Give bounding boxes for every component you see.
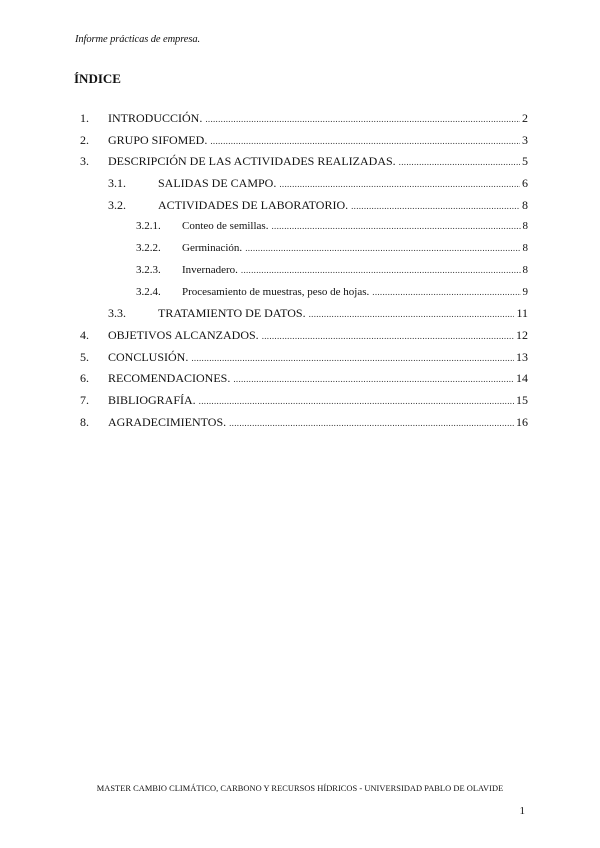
toc-entry-label: BIBLIOGRAFÍA.: [108, 392, 196, 407]
toc-entry-label: GRUPO SIFOMED.: [108, 132, 208, 147]
toc-entry-number: 3.2.3.: [136, 263, 161, 276]
toc-entry-number: 3.1.: [108, 176, 126, 191]
toc-entry[interactable]: [80, 306, 528, 328]
toc-entry-body: [182, 219, 528, 233]
toc-entry-page-number: 8: [522, 220, 528, 233]
page-title: ÍNDICE: [74, 71, 121, 86]
page-number: 1: [519, 805, 525, 817]
toc-entry-page-number: 8: [522, 242, 528, 255]
toc-entry-page-number: 11: [516, 306, 528, 321]
toc-entry-number: 5.: [80, 349, 89, 364]
toc-entry-number: 2.: [80, 132, 89, 147]
toc-dot-leader: [199, 394, 514, 408]
toc-dot-leader: [372, 285, 520, 299]
toc-entry-body: [158, 306, 528, 321]
toc-entry[interactable]: [80, 111, 528, 133]
toc-entry-page-number: 13: [516, 349, 528, 364]
toc-entry-label: DESCRIPCIÓN DE LAS ACTIVIDADES REALIZADAS.: [108, 154, 396, 169]
toc-dot-leader: [233, 372, 514, 386]
toc-dot-leader: [205, 112, 520, 126]
toc-entry-body: [108, 393, 528, 408]
toc-entry-page-number: 14: [516, 371, 528, 386]
table-of-contents: [80, 111, 528, 436]
page-header: Informe prácticas de empresa.: [75, 34, 201, 45]
toc-entry-page-number: 8: [522, 263, 528, 276]
toc-entry[interactable]: [80, 393, 528, 415]
toc-dot-leader: [191, 351, 514, 365]
toc-dot-leader: [309, 307, 515, 321]
toc-entry-page-number: 12: [516, 327, 528, 342]
toc-entry-body: [108, 415, 528, 430]
toc-entry-body: [182, 285, 528, 299]
toc-entry-label: RECOMENDACIONES.: [108, 371, 231, 386]
toc-entry-number: 3.2.: [108, 197, 126, 212]
toc-entry-page-number: 16: [516, 414, 528, 429]
toc-entry-page-number: 8: [522, 197, 528, 212]
toc-entry-label: Conteo de semillas.: [182, 220, 269, 233]
toc-entry-number: 4.: [80, 327, 89, 342]
toc-entry[interactable]: [80, 133, 528, 155]
toc-entry[interactable]: [80, 285, 528, 307]
toc-dot-leader: [351, 199, 520, 213]
toc-entry-body: [182, 263, 528, 277]
toc-entry-page-number: 9: [522, 285, 528, 298]
toc-entry-number: 7.: [80, 392, 89, 407]
toc-entry-body: [108, 350, 528, 365]
toc-entry-number: 8.: [80, 414, 89, 429]
toc-entry[interactable]: [80, 219, 528, 241]
toc-entry-label: Procesamiento de muestras, peso de hojas.: [182, 285, 370, 298]
toc-entry-label: OBJETIVOS ALCANZADOS.: [108, 327, 259, 342]
toc-entry-number: 1.: [80, 111, 89, 125]
toc-entry-body: [108, 154, 528, 169]
toc-dot-leader: [271, 219, 520, 233]
toc-entry[interactable]: [80, 241, 528, 263]
toc-entry-label: TRATAMIENTO DE DATOS.: [158, 306, 306, 321]
toc-entry-label: Invernadero.: [182, 263, 238, 276]
toc-dot-leader: [229, 416, 514, 430]
toc-entry[interactable]: [80, 263, 528, 285]
toc-entry[interactable]: [80, 415, 528, 437]
toc-entry-number: 3.: [80, 154, 89, 169]
toc-entry-number: 3.2.4.: [136, 285, 161, 298]
toc-entry-page-number: 3: [522, 132, 528, 147]
toc-entry-body: [158, 198, 528, 213]
toc-entry-label: SALIDAS DE CAMPO.: [158, 176, 277, 191]
toc-entry-label: Germinación.: [182, 242, 243, 255]
toc-entry-body: [108, 133, 528, 148]
toc-entry-number: 6.: [80, 371, 89, 386]
toc-entry-body: [108, 371, 528, 386]
toc-entry-body: [182, 241, 528, 255]
toc-entry-page-number: 6: [522, 176, 528, 191]
toc-entry[interactable]: [80, 154, 528, 176]
toc-entry[interactable]: [80, 176, 528, 198]
toc-entry-label: ACTIVIDADES DE LABORATORIO.: [158, 197, 349, 212]
toc-dot-leader: [262, 329, 514, 343]
toc-entry-page-number: 5: [522, 154, 528, 169]
toc-dot-leader: [210, 134, 520, 148]
toc-dot-leader: [279, 177, 520, 191]
toc-entry-body: [158, 176, 528, 191]
toc-dot-leader: [399, 155, 520, 169]
page-footer: MASTER CAMBIO CLIMÁTICO, CARBONO Y RECURSOS HÍDRICOS - UNIVERSIDAD PABLO DE OLAVIDE: [96, 784, 504, 793]
toc-entry-number: 3.3.: [108, 306, 126, 321]
toc-entry-page-number: 15: [516, 392, 528, 407]
toc-entry-body: [108, 328, 528, 343]
toc-dot-leader: [245, 241, 520, 255]
toc-entry[interactable]: [80, 371, 528, 393]
toc-entry[interactable]: [80, 328, 528, 350]
toc-entry[interactable]: [80, 350, 528, 372]
toc-dot-leader: [241, 263, 521, 277]
toc-entry[interactable]: [80, 198, 528, 220]
toc-entry-label: INTRODUCCIÓN.: [108, 111, 203, 125]
toc-entry-page-number: 2: [522, 111, 528, 125]
toc-entry-body: [108, 111, 528, 126]
toc-entry-label: CONCLUSIÓN.: [108, 349, 189, 364]
toc-entry-label: AGRADECIMIENTOS.: [108, 414, 227, 429]
toc-entry-number: 3.2.2.: [136, 242, 161, 255]
toc-entry-number: 3.2.1.: [136, 220, 161, 233]
